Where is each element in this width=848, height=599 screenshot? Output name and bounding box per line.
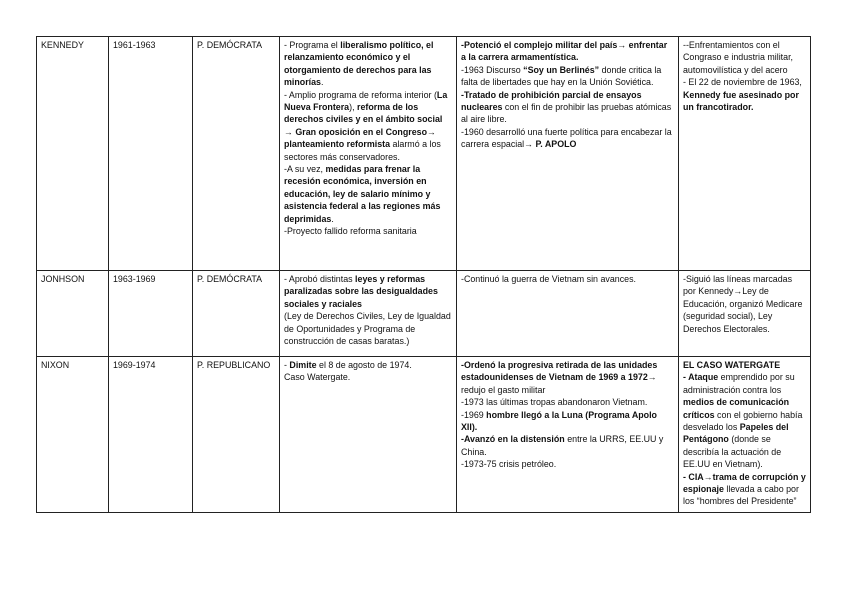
text: con el fin de prohibir las pruebas atómicas al aire libre.: [461, 102, 672, 125]
bold-text: - CIA→trama de corrupción y espionaje: [683, 471, 806, 495]
bold-text: medidas para frenar la recesión económica, inversión en educación, ley de salario mínimo y asistencia federal a las regiones más deprimidas: [284, 164, 441, 224]
cell-paragraph: [683, 39, 806, 76]
text: donde critica la falta de libertades que hay en la Unión Soviética.: [461, 64, 662, 88]
cell-paragraph: [284, 273, 452, 310]
table-row-nixon: [37, 357, 811, 513]
years-cell: 1963-1969: [109, 271, 193, 357]
foreign-policy-cell: [457, 357, 679, 513]
table-row-jonhson: [37, 271, 811, 357]
bold-text: La Nueva Frontera: [284, 89, 448, 113]
text: emprendido por su administración contra los: [683, 372, 795, 395]
text: (donde se describía la actuación de EE.UU en Vietnam).: [683, 434, 782, 470]
domestic-policy-cell: [280, 271, 457, 357]
years-cell: 1961-1963: [109, 37, 193, 271]
cell-paragraph: [461, 458, 674, 470]
cell-paragraph: [284, 310, 452, 347]
text: - Programa el: [284, 40, 341, 50]
text: -Siguió las líneas marcadas por Kennedy→Ley de Educación, organizó Medicare (seguridad social), Ley Derechos Electorales.: [683, 274, 803, 334]
bold-text: leyes y reformas paralizadas sobre las desigualdades sociales y raciales: [284, 274, 438, 309]
notes-cell: [679, 271, 811, 357]
text: - El 22 de noviembre de 1963,: [683, 77, 802, 88]
bold-text: -Potenció el complejo militar del país→ enfrentar a la carrera armamentística.: [461, 40, 668, 63]
party-cell: P. DEMÓCRATA: [193, 37, 280, 271]
text: .: [331, 213, 334, 224]
cell-paragraph: [683, 359, 806, 371]
cell-paragraph: [461, 64, 674, 89]
text: alarmó a los sectores más conservadores.: [284, 139, 441, 162]
text: --Enfrentamientos con el Congraso e industria militar, automovilística y del acero: [683, 40, 794, 75]
cell-paragraph: [683, 76, 806, 113]
bold-text: -Tratado de prohibición parcial de ensayos nucleares: [461, 89, 642, 113]
text: ),: [349, 102, 357, 113]
text: redujo el gasto militar: [461, 384, 546, 395]
bold-text: “Soy un Berlinés”: [523, 64, 600, 75]
notes-cell: [679, 37, 811, 271]
years-cell: 1969-1974: [109, 357, 193, 513]
party-cell: P. DEMÓCRATA: [193, 271, 280, 357]
text: -1973 las últimas tropas abandonaron Vietnam.: [461, 397, 648, 408]
cell-paragraph: [284, 359, 452, 371]
bold-text: medios de comunicación críticos: [683, 397, 790, 420]
text: Caso Watergate.: [284, 372, 351, 383]
president-cell: JONHSON: [37, 271, 109, 357]
text: el 8 de agosto de 1974.: [316, 360, 412, 370]
bold-text: liberalismo político: [340, 40, 422, 50]
presidents-table: [36, 36, 811, 513]
foreign-policy-cell: [457, 271, 679, 357]
cell-paragraph: [284, 163, 452, 225]
table-row-kennedy: [37, 37, 811, 271]
cell-paragraph: [461, 433, 674, 458]
bold-text: -Avanzó en la distensión: [461, 434, 565, 445]
cell-paragraph: [284, 89, 452, 163]
text: -Continuó la guerra de Vietnam sin avances.: [461, 274, 636, 284]
cell-paragraph: [683, 273, 806, 335]
cell-paragraph: [461, 39, 674, 64]
bold-text: , el relanzamiento económico y el otorgamiento de derechos para las minorías: [284, 40, 434, 88]
text: (Ley de Derechos Civiles, Ley de Igualdad de Oportunidades y Programa de construcción de casas baratas.): [284, 311, 451, 347]
text: -1973-75 crisis petróleo.: [461, 459, 557, 470]
cell-paragraph: [461, 409, 674, 434]
bold-text: Kennedy fue asesinado por un francotirador.: [683, 89, 799, 113]
text: - Amplio programa de reforma interior (: [284, 89, 437, 100]
text: entre la URRS, EE.UU y China.: [461, 434, 664, 457]
text: - Aprobó distintas: [284, 274, 356, 284]
bold-text: EL CASO WATERGATE: [683, 360, 781, 370]
text: -Proyecto fallido reforma sanitaria: [284, 226, 417, 237]
president-cell: NIXON: [37, 357, 109, 513]
notes-cell: [679, 357, 811, 513]
bold-text: hombre llegó a la Luna (Programa Apolo XII).: [461, 409, 657, 433]
foreign-policy-cell: [457, 37, 679, 271]
domestic-policy-cell: [280, 37, 457, 271]
cell-paragraph: [683, 471, 806, 508]
bold-text: -Ordenó la progresiva retirada de las unidades estadounidenses de Vietnam de 1969 a 1972→: [461, 360, 658, 383]
bold-text: Papeles del Pentágono: [683, 422, 789, 445]
text: -1960 desarrolló una fuerte política para encabezar la carrera espacial→: [461, 126, 672, 150]
bold-text: Dimite: [289, 360, 317, 370]
cell-paragraph: [284, 39, 452, 89]
cell-paragraph: [461, 273, 674, 285]
text: con el gobierno había desvelado los: [683, 409, 803, 433]
president-cell: KENNEDY: [37, 37, 109, 271]
text: -A su vez,: [284, 164, 326, 175]
text: llevada a cabo por los “hombres del Presidente”: [683, 484, 799, 507]
cell-paragraph: [461, 396, 674, 408]
cell-paragraph: [461, 126, 674, 151]
bold-text: P. APOLO: [535, 139, 577, 150]
cell-paragraph: [284, 371, 452, 383]
bold-text: reforma de los derechos civiles y en el ámbito social → Gran oposición en el Congreso→ planteamiento reformista: [284, 102, 443, 150]
domestic-policy-cell: [280, 357, 457, 513]
bold-text: - Ataque: [683, 372, 719, 383]
text: -: [284, 360, 290, 370]
party-cell: P. REPUBLICANO: [193, 357, 280, 513]
cell-paragraph: [683, 371, 806, 470]
text: -1963 Discurso: [461, 64, 524, 75]
cell-paragraph: [461, 359, 674, 396]
text: -1969: [461, 409, 487, 420]
cell-paragraph: [461, 89, 674, 126]
cell-paragraph: [284, 225, 452, 237]
text: .: [321, 77, 324, 88]
